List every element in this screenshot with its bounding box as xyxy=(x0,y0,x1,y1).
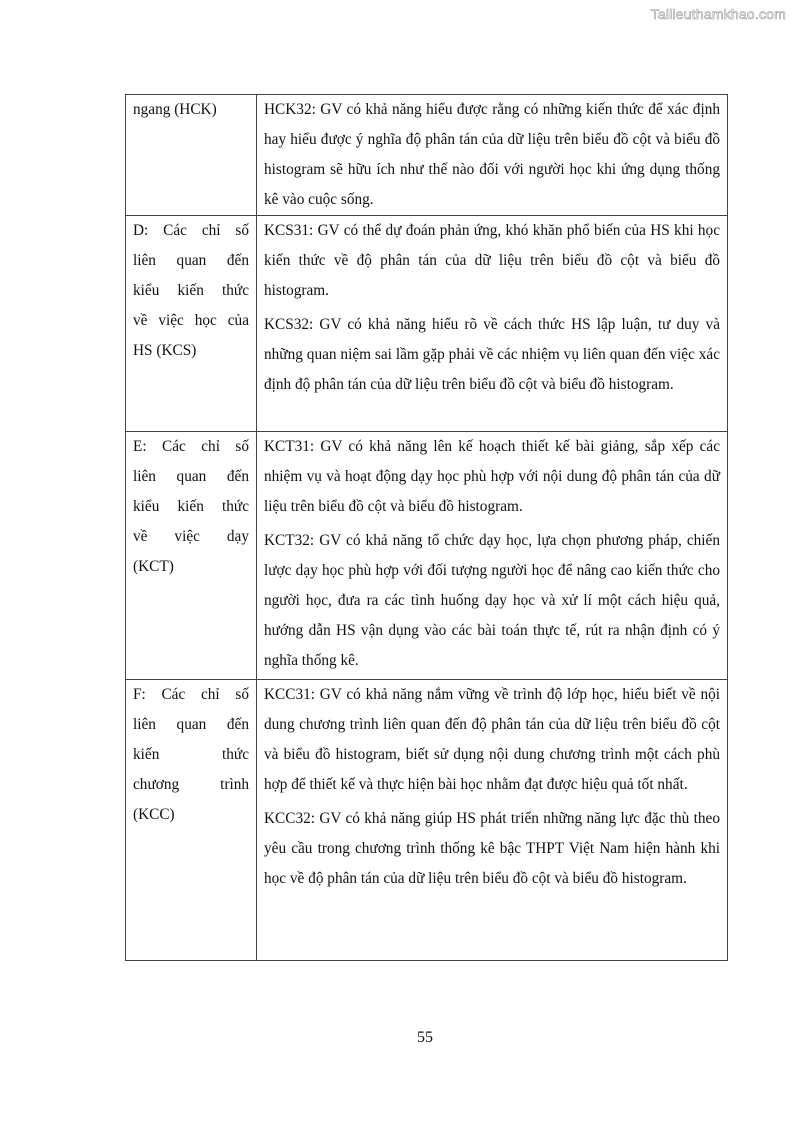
indicator-kcc32: KCC32: GV có khả năng giúp HS phát triển những năng lực đặc thù theo yêu cầu trong chương trình thống kê bậc THPT Việt Nam hiện hành khi học về độ phân tán của dữ liệu trên biểu đồ cột và biểu đồ histogram. xyxy=(264,810,720,887)
category-line: về việc dạy xyxy=(133,528,249,545)
category-cell-hck xyxy=(126,95,257,216)
category-cell-kcs xyxy=(126,216,257,432)
category-line: liên quan đến xyxy=(133,468,249,485)
category-cell-kct xyxy=(126,432,257,680)
description-cell-kcc xyxy=(257,680,728,961)
category-line: liên quan đến xyxy=(133,252,249,269)
indicator-kct31: KCT31: GV có khả năng lên kế hoạch thiết kế bài giảng, sắp xếp các nhiệm vụ và hoạt động dạy học phù hợp với nội dung độ phân tán của dữ liệu trên biểu đồ cột và biểu đồ histogram. xyxy=(264,438,720,515)
page-number: 55 xyxy=(417,1029,433,1046)
category-line: chương trình xyxy=(133,776,249,793)
category-line: kiến thức xyxy=(133,746,249,763)
table-row-kcc xyxy=(126,680,728,961)
category-line: kiểu kiến thức xyxy=(133,282,249,299)
description-cell-kcs xyxy=(257,216,728,432)
category-line: liên quan đến xyxy=(133,716,249,733)
category-line: (KCC) xyxy=(133,806,175,823)
indicator-hck32: HCK32: GV có khả năng hiểu được rằng có những kiến thức để xác định hay hiểu được ý nghĩa độ phân tán của dữ liệu trên biểu đồ cột và biểu đồ histogram sẽ hữu ích như thế nào đối với người học khi ứng dụng thống kê vào cuộc sống. xyxy=(264,101,720,208)
table-row-kct xyxy=(126,432,728,680)
indicator-kct32: KCT32: GV có khả năng tổ chức dạy học, lựa chọn phương pháp, chiến lược dạy học phù hợp với đối tượng người học để nâng cao kiến thức cho người học, đưa ra các tình huống dạy học và xử lí một cách hiệu quả, hướng dẫn HS vận dụng vào các bài toán thực tế, rút ra nhận định có ý nghĩa thống kê. xyxy=(264,532,720,669)
category-line: F: Các chỉ số xyxy=(133,686,249,703)
table-row-hck xyxy=(126,95,728,216)
category-line: về việc học của xyxy=(133,312,249,329)
indicator-kcs31: KCS31: GV có thể dự đoán phản ứng, khó khăn phổ biến của HS khi học kiến thức về độ phân tán của dữ liệu trên biểu đồ cột và biểu đồ histogram. xyxy=(264,222,720,299)
category-line: D: Các chỉ số xyxy=(133,222,249,239)
indicator-kcc31: KCC31: GV có khả năng nắm vững về trình độ lớp học, hiểu biết về nội dung chương trình liên quan đến độ phân tán của dữ liệu trên biểu đồ cột và biểu đồ histogram, biết sử dụng nội dung chương trình một cách phù hợp để thiết kế và thực hiện bài học nhằm đạt được hiệu quả tốt nhất. xyxy=(264,686,720,793)
category-line: ngang (HCK) xyxy=(133,101,217,118)
description-cell-hck xyxy=(257,95,728,216)
category-line: (KCT) xyxy=(133,558,174,575)
watermark: Tailieuthamkhao.com xyxy=(650,6,786,22)
category-line: kiểu kiến thức xyxy=(133,498,249,515)
category-cell-kcc xyxy=(126,680,257,961)
indicator-table xyxy=(125,94,728,961)
description-cell-kct xyxy=(257,432,728,680)
category-line: E: Các chỉ số xyxy=(133,438,249,455)
table-row-kcs xyxy=(126,216,728,432)
category-line: HS (KCS) xyxy=(133,342,197,359)
indicator-kcs32: KCS32: GV có khả năng hiểu rõ về cách thức HS lập luận, tư duy và những quan niệm sai lầm gặp phải về các nhiệm vụ liên quan đến việc xác định độ phân tán của dữ liệu trên biểu đồ cột và biểu đồ histogram. xyxy=(264,316,720,393)
